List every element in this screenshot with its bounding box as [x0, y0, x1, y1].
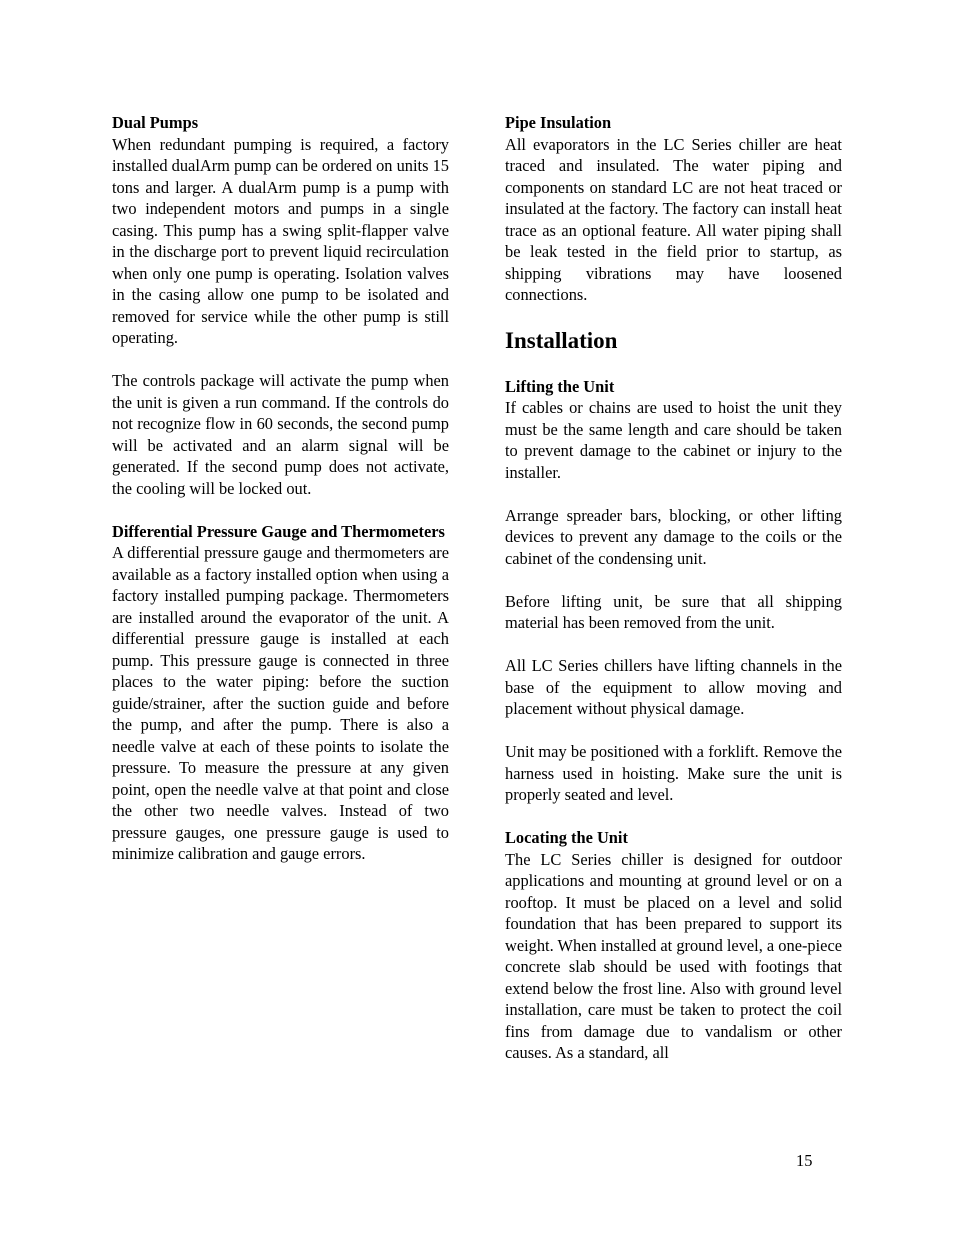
- lifting-paragraph-5: Unit may be positioned with a forklift. Remove the harness used in hoisting. Make sure the unit is properly seated and level.: [505, 742, 842, 804]
- dual-pumps-paragraph-1: When redundant pumping is required, a factory installed dualArm pump can be ordered on units 15 tons and larger. A dualArm pump is a pump with two independent motors and pumps in a single casing. This pump has a swing split-flapper valve in the discharge port to prevent liquid recirculation when only one pump is operating. Isolation valves in the casing allow one pump to be isolated and removed for service while the other pump is still operating.: [112, 134, 449, 347]
- locating-unit-heading: Locating the Unit: [505, 828, 628, 847]
- left-column: [112, 112, 449, 865]
- dual-pumps-paragraph-2: The controls package will activate the pump when the unit is given a run command. If the controls do not recognize flow in 60 seconds, the second pump will be activated and an alarm signal will be generated. If the second pump does not activate, the cooling will be locked out.: [112, 371, 449, 498]
- page-number: 15: [796, 1151, 813, 1170]
- installation-heading: Installation: [505, 327, 618, 353]
- right-column: [505, 112, 842, 1064]
- differential-pressure-paragraph: A differential pressure gauge and thermometers are available as a factory installed option when using a factory installed pumping package. Thermometers are installed around the evaporator of the unit. A differential pressure gauge is installed at each pump. This pressure gauge is connected in three places to the water piping: before the suction guide/strainer, after the suction guide and before the pump, and after the pump. There is also a needle valve at each of these points to isolate the pressure. To measure the pressure at any given point, open the needle valve at that point and close the other two needle valves. Instead of two pressure gauges, one pressure gauge is used to minimize calibration and gauge errors.: [112, 543, 449, 863]
- lifting-paragraph-4: All LC Series chillers have lifting channels in the base of the equipment to allow moving and placement without physical damage.: [505, 656, 842, 718]
- dual-pumps-heading: Dual Pumps: [112, 113, 199, 132]
- pipe-insulation-heading: Pipe Insulation: [505, 113, 612, 132]
- lifting-paragraph-1: If cables or chains are used to hoist the unit they must be the same length and care should be taken to prevent damage to the cabinet or injury to the installer.: [505, 398, 842, 482]
- lifting-paragraph-3: Before lifting unit, be sure that all shipping material has been removed from the unit.: [505, 591, 842, 632]
- lifting-unit-heading: Lifting the Unit: [505, 376, 615, 396]
- differential-pressure-heading: Differential Pressure Gauge and Thermometers: [112, 521, 445, 541]
- pipe-insulation-paragraph: All evaporators in the LC Series chiller are heat traced and insulated. The water piping and components on standard LC are not heat traced or insulated at the factory. The factory can install heat trace as an optional feature. All water piping shall be leak tested in the field prior to startup, as shipping vibrations may have loosened connections.: [505, 134, 842, 304]
- locating-paragraph: The LC Series chiller is designed for outdoor applications and mounting at ground level or on a rooftop. It must be placed on a level and solid foundation that has been prepared to support its weight. When installed at ground level, a one-piece concrete slab should be used with footings that extend below the frost line. Also with ground level installation, care must be taken to protect the coil fins from damage due to vandalism or other causes. As a standard, all: [505, 849, 842, 1062]
- lifting-paragraph-2: Arrange spreader bars, blocking, or other lifting devices to prevent any damage to the coils or the cabinet of the condensing unit.: [505, 505, 842, 568]
